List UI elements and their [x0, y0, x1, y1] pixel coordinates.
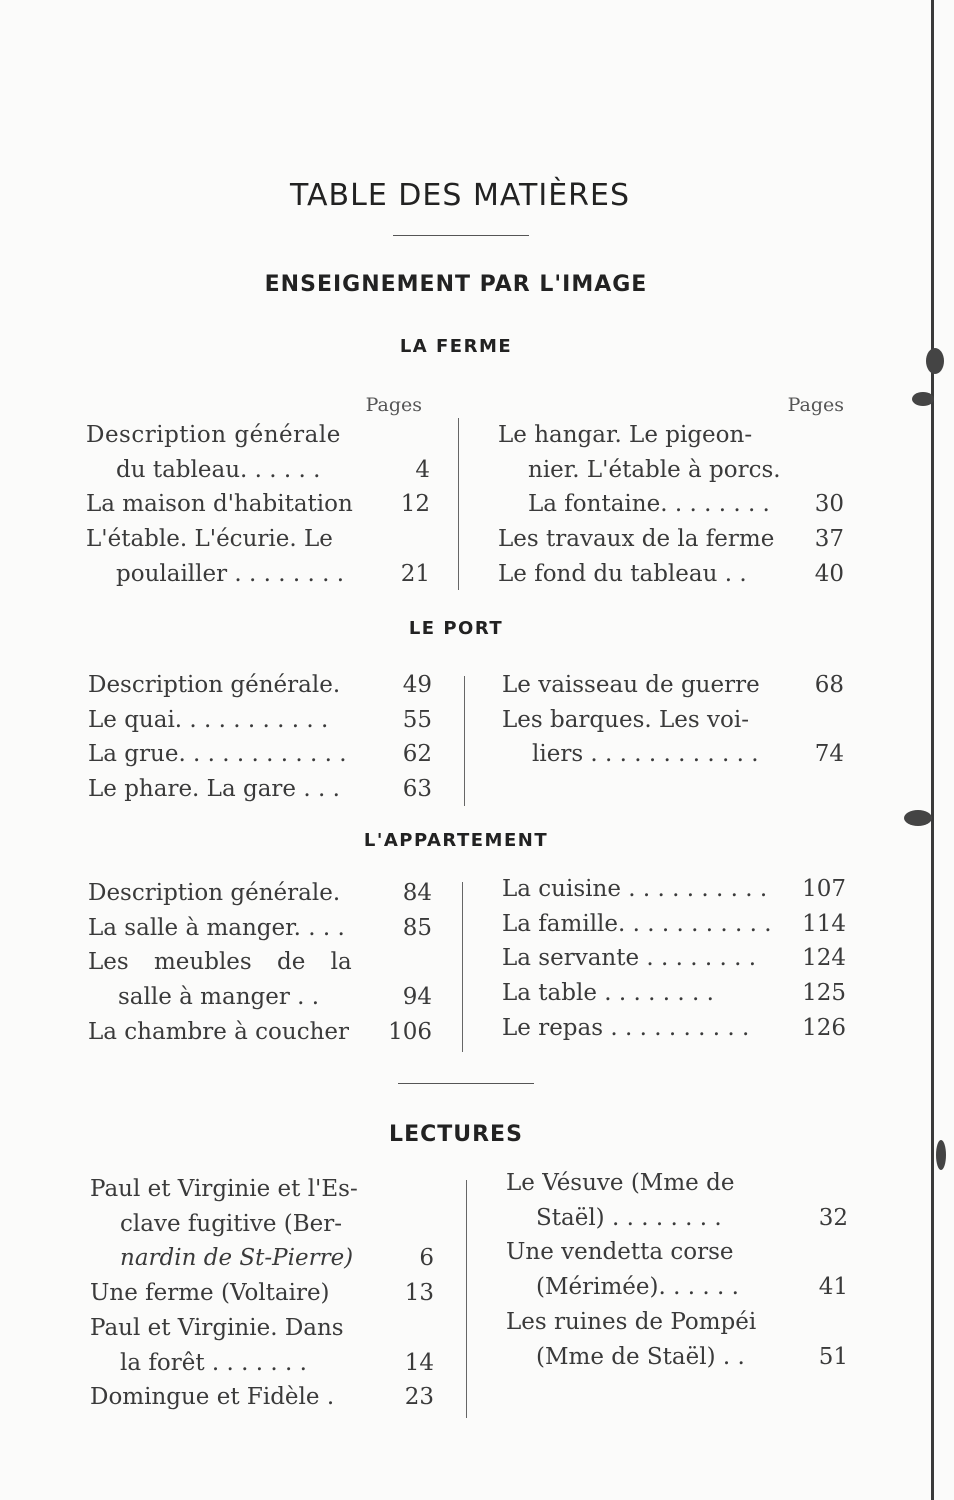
page-number: 126 — [802, 1014, 846, 1041]
entry-line: La chambre à coucher — [88, 1018, 350, 1045]
entry-line: La fontaine. . . . . . . . — [528, 491, 770, 518]
column-divider — [464, 676, 465, 806]
entry-line: La table . . . . . . . . — [502, 980, 714, 1007]
entry-line: (Mme de Staël) . . — [536, 1343, 745, 1370]
page-number: 107 — [802, 876, 846, 902]
page-number: 23 — [404, 1384, 434, 1411]
page-number: 4 — [415, 456, 430, 483]
page-number: 6 — [419, 1245, 434, 1272]
toc-entry — [90, 1172, 434, 1276]
entry-line: Staël) . . . . . . . . — [536, 1204, 722, 1231]
toc-entry — [88, 945, 432, 1014]
column-divider — [458, 418, 459, 590]
ink-stain — [926, 348, 944, 374]
entry-line: (Mérimée). . . . . . — [536, 1274, 739, 1301]
entry-line: Les travaux de la ferme — [498, 526, 775, 553]
toc-entry — [90, 1380, 434, 1415]
entry-line: poulailler . . . . . . . . — [116, 560, 345, 587]
toc-entry — [498, 522, 844, 557]
toc-entry — [502, 872, 846, 907]
page-number: 21 — [400, 560, 430, 587]
entry-line: Description générale. — [88, 672, 341, 698]
entry-line: Domingue et Fidèle . — [90, 1384, 335, 1411]
lectures-right-column — [506, 1166, 848, 1374]
entry-line: La salle à manger. . . . — [88, 914, 345, 941]
section-rule — [398, 1083, 534, 1084]
toc-entry — [90, 1311, 434, 1380]
entry-line: Les meubles de la — [88, 949, 352, 976]
entry-line: Paul et Virginie et l'Es- — [90, 1176, 358, 1202]
page-number: 62 — [402, 741, 432, 768]
toc-entry — [502, 907, 846, 942]
entry-line: La servante . . . . . . . . — [502, 945, 757, 972]
page-number: 14 — [404, 1349, 434, 1376]
entry-line: Le fond du tableau . . — [498, 560, 747, 587]
page-number: 74 — [814, 741, 844, 768]
page-number: 94 — [402, 984, 432, 1011]
entry-line: Description générale. — [88, 880, 341, 906]
section-heading-ferme: LA FERME — [399, 336, 513, 357]
toc-entry — [88, 1015, 432, 1050]
toc-entry — [90, 1276, 434, 1311]
page-number: 63 — [402, 776, 432, 803]
entry-line: Le hangar. Le pigeon- — [498, 422, 753, 448]
page-number: 13 — [404, 1280, 434, 1307]
appartement-left-column — [88, 876, 432, 1050]
page-number: 124 — [802, 945, 846, 972]
entry-line: liers . . . . . . . . . . . . — [532, 741, 759, 768]
toc-entry — [88, 668, 432, 703]
page-number: 49 — [402, 672, 432, 698]
entry-line: Le phare. La gare . . . — [88, 776, 340, 803]
entry-line: Une ferme (Voltaire) — [90, 1280, 330, 1307]
toc-entry — [86, 522, 430, 591]
part2-heading: LECTURES — [389, 1122, 523, 1147]
toc-entry — [506, 1305, 848, 1374]
page-number: 41 — [818, 1274, 848, 1301]
toc-entry — [502, 1011, 846, 1046]
ink-stain — [936, 1140, 946, 1170]
page-number: 55 — [402, 706, 432, 733]
page-number: 106 — [388, 1018, 432, 1045]
ink-stain — [912, 392, 934, 406]
toc-entry — [88, 703, 432, 738]
entry-line: nardin de St-Pierre) — [120, 1245, 354, 1272]
port-right-column — [502, 668, 844, 772]
page-number: 114 — [802, 910, 846, 937]
entry-line: la forêt . . . . . . . — [120, 1349, 307, 1376]
page-number: 40 — [814, 560, 844, 587]
toc-entry — [86, 418, 430, 487]
entry-line: La cuisine . . . . . . . . . . — [502, 876, 768, 902]
toc-entry — [502, 976, 846, 1011]
toc-entry — [88, 772, 432, 807]
toc-entry — [498, 418, 844, 522]
entry-line: Les ruines de Pompéi — [506, 1308, 757, 1335]
entry-line: du tableau. . . . . . — [116, 456, 321, 483]
page-number: 30 — [814, 491, 844, 518]
entry-line: La grue. . . . . . . . . . . . — [88, 741, 347, 768]
entry-line: clave fugitive (Ber- — [120, 1210, 343, 1237]
pages-label: Pages — [365, 394, 422, 416]
pages-label: Pages — [787, 394, 844, 416]
lectures-left-column — [90, 1172, 434, 1415]
ferme-left-column — [86, 392, 430, 592]
entry-line: Description générale — [86, 422, 341, 448]
entry-line: L'étable. L'écurie. Le — [86, 526, 333, 553]
entry-line: Paul et Virginie. Dans — [90, 1314, 344, 1341]
column-divider — [462, 882, 463, 1052]
entry-line: Le quai. . . . . . . . . . . — [88, 706, 329, 733]
section-heading-appartement: L'APPARTEMENT — [363, 830, 549, 851]
title-rule — [393, 235, 529, 236]
toc-entry — [498, 557, 844, 592]
toc-entry — [88, 876, 432, 911]
page-number: 125 — [802, 980, 846, 1007]
toc-entry — [88, 911, 432, 946]
section-heading-port: LE PORT — [408, 618, 504, 639]
page-number: 37 — [814, 526, 844, 553]
ink-stain — [904, 810, 932, 826]
toc-entry — [88, 737, 432, 772]
toc-entry — [502, 668, 844, 703]
page-number: 85 — [402, 914, 432, 941]
column-divider — [466, 1180, 467, 1418]
entry-line: Les barques. Les voi- — [502, 706, 749, 733]
toc-entry — [86, 487, 430, 522]
page-edge-line — [931, 0, 934, 1500]
entry-line: Le vaisseau de guerre — [502, 672, 760, 698]
toc-entry — [502, 703, 844, 772]
page-number: 12 — [400, 491, 430, 518]
entry-line: nier. L'étable à porcs. — [528, 456, 781, 483]
page-title: TABLE DES MATIÈRES — [290, 178, 630, 213]
part1-heading: ENSEIGNEMENT PAR L'IMAGE — [264, 272, 648, 297]
page-number: 68 — [814, 672, 844, 698]
entry-line: Le repas . . . . . . . . . . — [502, 1014, 750, 1041]
entry-line: La maison d'habitation — [86, 491, 353, 518]
entry-line: Une vendetta corse — [506, 1239, 734, 1266]
ferme-right-column — [498, 392, 844, 592]
toc-entry — [502, 941, 846, 976]
entry-line: Le Vésuve (Mme de — [506, 1170, 735, 1196]
toc-entry — [506, 1166, 848, 1235]
entry-line: salle à manger . . — [118, 984, 320, 1011]
toc-entry — [506, 1235, 848, 1304]
port-left-column — [88, 668, 432, 807]
page-number: 84 — [402, 880, 432, 906]
entry-line: La famille. . . . . . . . . . . — [502, 910, 772, 937]
page-number: 32 — [818, 1204, 848, 1231]
appartement-right-column — [502, 872, 846, 1046]
page-number: 51 — [818, 1343, 848, 1370]
